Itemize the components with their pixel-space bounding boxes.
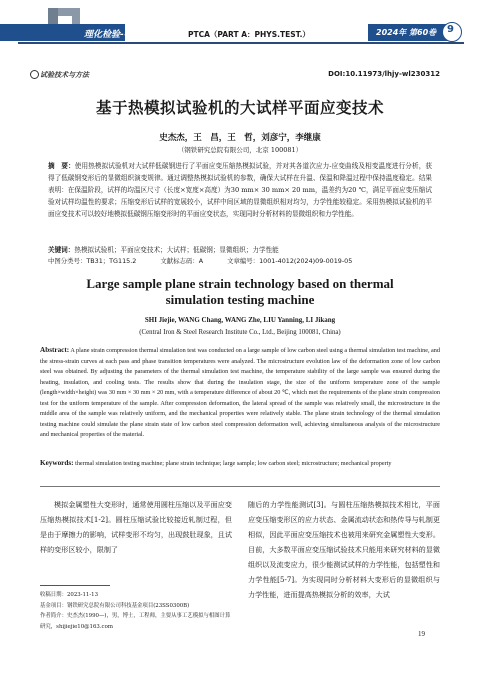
footnote-rule [40,585,110,586]
section-divider [40,486,440,487]
footnote-author: 作者简介：史杰杰(1990—)，男，博士，工程师，主要从事工艺模拟与相图计算研究，shijiejie10@163.com [40,613,231,630]
abstract-chinese-label: 摘 要： [48,162,75,170]
keywords-chinese-text: 热模拟试验机；平面应变技术；大试样；低碳钢；显微组织；力学性能 [74,246,279,254]
keywords-english-text: thermal simulation testing machine; plane strain technique; large sample; low carbon steel; microstructure; mechanical property [75,460,392,467]
footnote [40,590,232,632]
article-number: 文章编号：1001-4012(2024)09-0019-05 [227,257,353,265]
document-code: 文献标志码：A [160,257,204,265]
page-number: 19 [418,630,425,638]
classification-line [48,256,448,265]
journal-name: 理化检验-物理分册 [84,30,160,40]
title-chinese: 基于热模拟试验机的大试样平面应变技术 [95,99,384,117]
keywords-chinese [48,244,432,256]
keywords-english-label: Keywords: [40,459,74,467]
header-rule [18,42,464,44]
abstract-chinese [48,160,432,220]
doi: DOI:10.11973/lhjy-wl230312 [328,70,440,78]
section-circle-icon [30,70,39,79]
authors-chinese: 史杰杰，王 昌，王 哲，刘彦宁，李继康 [159,133,321,143]
abstract-english-text: A plane strain compression thermal simulation test was conducted on a large sample of low carbon steel using a thermal simulation test machine, and the stress-strain curves at each pass and phase transition temperatures were analyzed. The microstructure evolution law of the deformation zone of low carbon steel was obtained. By adjusting the parameters of the thermal simulation test machine, the temperature stability of the large sample was ensured during the heating, insulation, and cooling tests. The results show that during the insulation stage, the size of the uniform temperature zone of the sample (length×width×height) was 30 mm × 30 mm × 20 mm, with a temperature difference of about 20 ℃, which met the requirements of the plane strain compression test for the uniform temperature of the sample. After compression deformation, the lateral spread of the sample was relatively small, the microstructure in the middle area of the sample was relatively uniform, and the mechanical properties were relatively stable. The plane strain technology of the thermal simulation testing machine could simulate the plane strain state of low carbon steel compression deformation well, achieving simultaneous analysis of the microstructure and mechanical properties of the material. [40,347,440,438]
affiliation-english: (Central Iron & Steel Research Institute Co., Ltd., Beijing 100081, China) [139,329,341,336]
body-column-left: 模拟金属塑性大变形时，通常使用圆柱压缩以及平面应变压缩热模拟技术[1-2]。圆柱压缩试验比较接近轧制过程，但是由于摩擦力的影响，试样变形不均匀，出现鼓肚现象，且试样的变形区较小，限制了 [40,500,232,554]
footnote-received: 收稿日期：2023-11-13 [40,592,99,598]
journal-header [0,0,480,62]
issue-number: 9 [447,24,454,35]
clc-number: 中图分类号：TB31；TG115.2 [48,257,137,265]
issue-label: 2024年 第60卷 [376,28,437,37]
journal-ptca: PTCA（PART A：PHYS.TEST.） [188,30,310,39]
body-column-right: 随后的力学性能测试[3]。与圆柱压缩热模拟技术相比，平面应变压缩变形区的应力状态、金属流动状态和热传导与轧制更相似，因此平面应变压缩技术也被用来研究金属塑性大变形。目前，大多数平面应变压缩试验技术只能用来研究材料的显微组织以及流变应力，很少能测试试样的力学性能，包括塑性和力学性能[5-7]。为实现同时分析材料大变形后的显微组织与力学性能，进而提高热模拟分析的效率，大试 [248,500,440,599]
authors-english: SHI Jiejie, WANG Chang, WANG Zhe, LIU Yanning, LI Jikang [144,316,336,324]
abstract-chinese-text: 使用热模拟试验机对大试样低碳钢进行了平面应变压缩热模拟试验，并对其各道次应力-应变曲线及相变温度进行分析，获得了低碳钢变形后的显微组织演变规律。通过调整热模拟试验机的参数，确保大试样在升温、保温和降温过程中保持温度稳定。结果表明：在保温阶段，试样的均温区尺寸（长度×宽度×高度）为30 mm× 30 mm× 20 mm，温差约为20 ℃，满足平面应变压缩试验对试样均温性的要求；压缩变形后试样的宽展较小，试样中间区域的显微组织相对均匀，力学性能较稳定。采用热模拟试验机的平面应变技术可以较好地模拟低碳钢压缩变形时的平面应变状态，实现同时分析材料的显微组织和力学性能。 [48,162,432,218]
title-english: Large sample plane strain technology based on thermal simulation testing machine [86,276,394,307]
keywords-english [40,458,440,470]
abstract-english [40,345,440,453]
keywords-chinese-label: 关键词： [48,246,75,254]
affiliation-chinese: （钢铁研究总院有限公司，北京 100081） [177,146,303,154]
section-tag: 试验技术与方法 [40,71,89,79]
footnote-fund: 基金项目：钢铁研究总院有限公司科技基金项目(23SS0300B) [40,602,190,609]
abstract-english-label: Abstract: [40,346,70,354]
